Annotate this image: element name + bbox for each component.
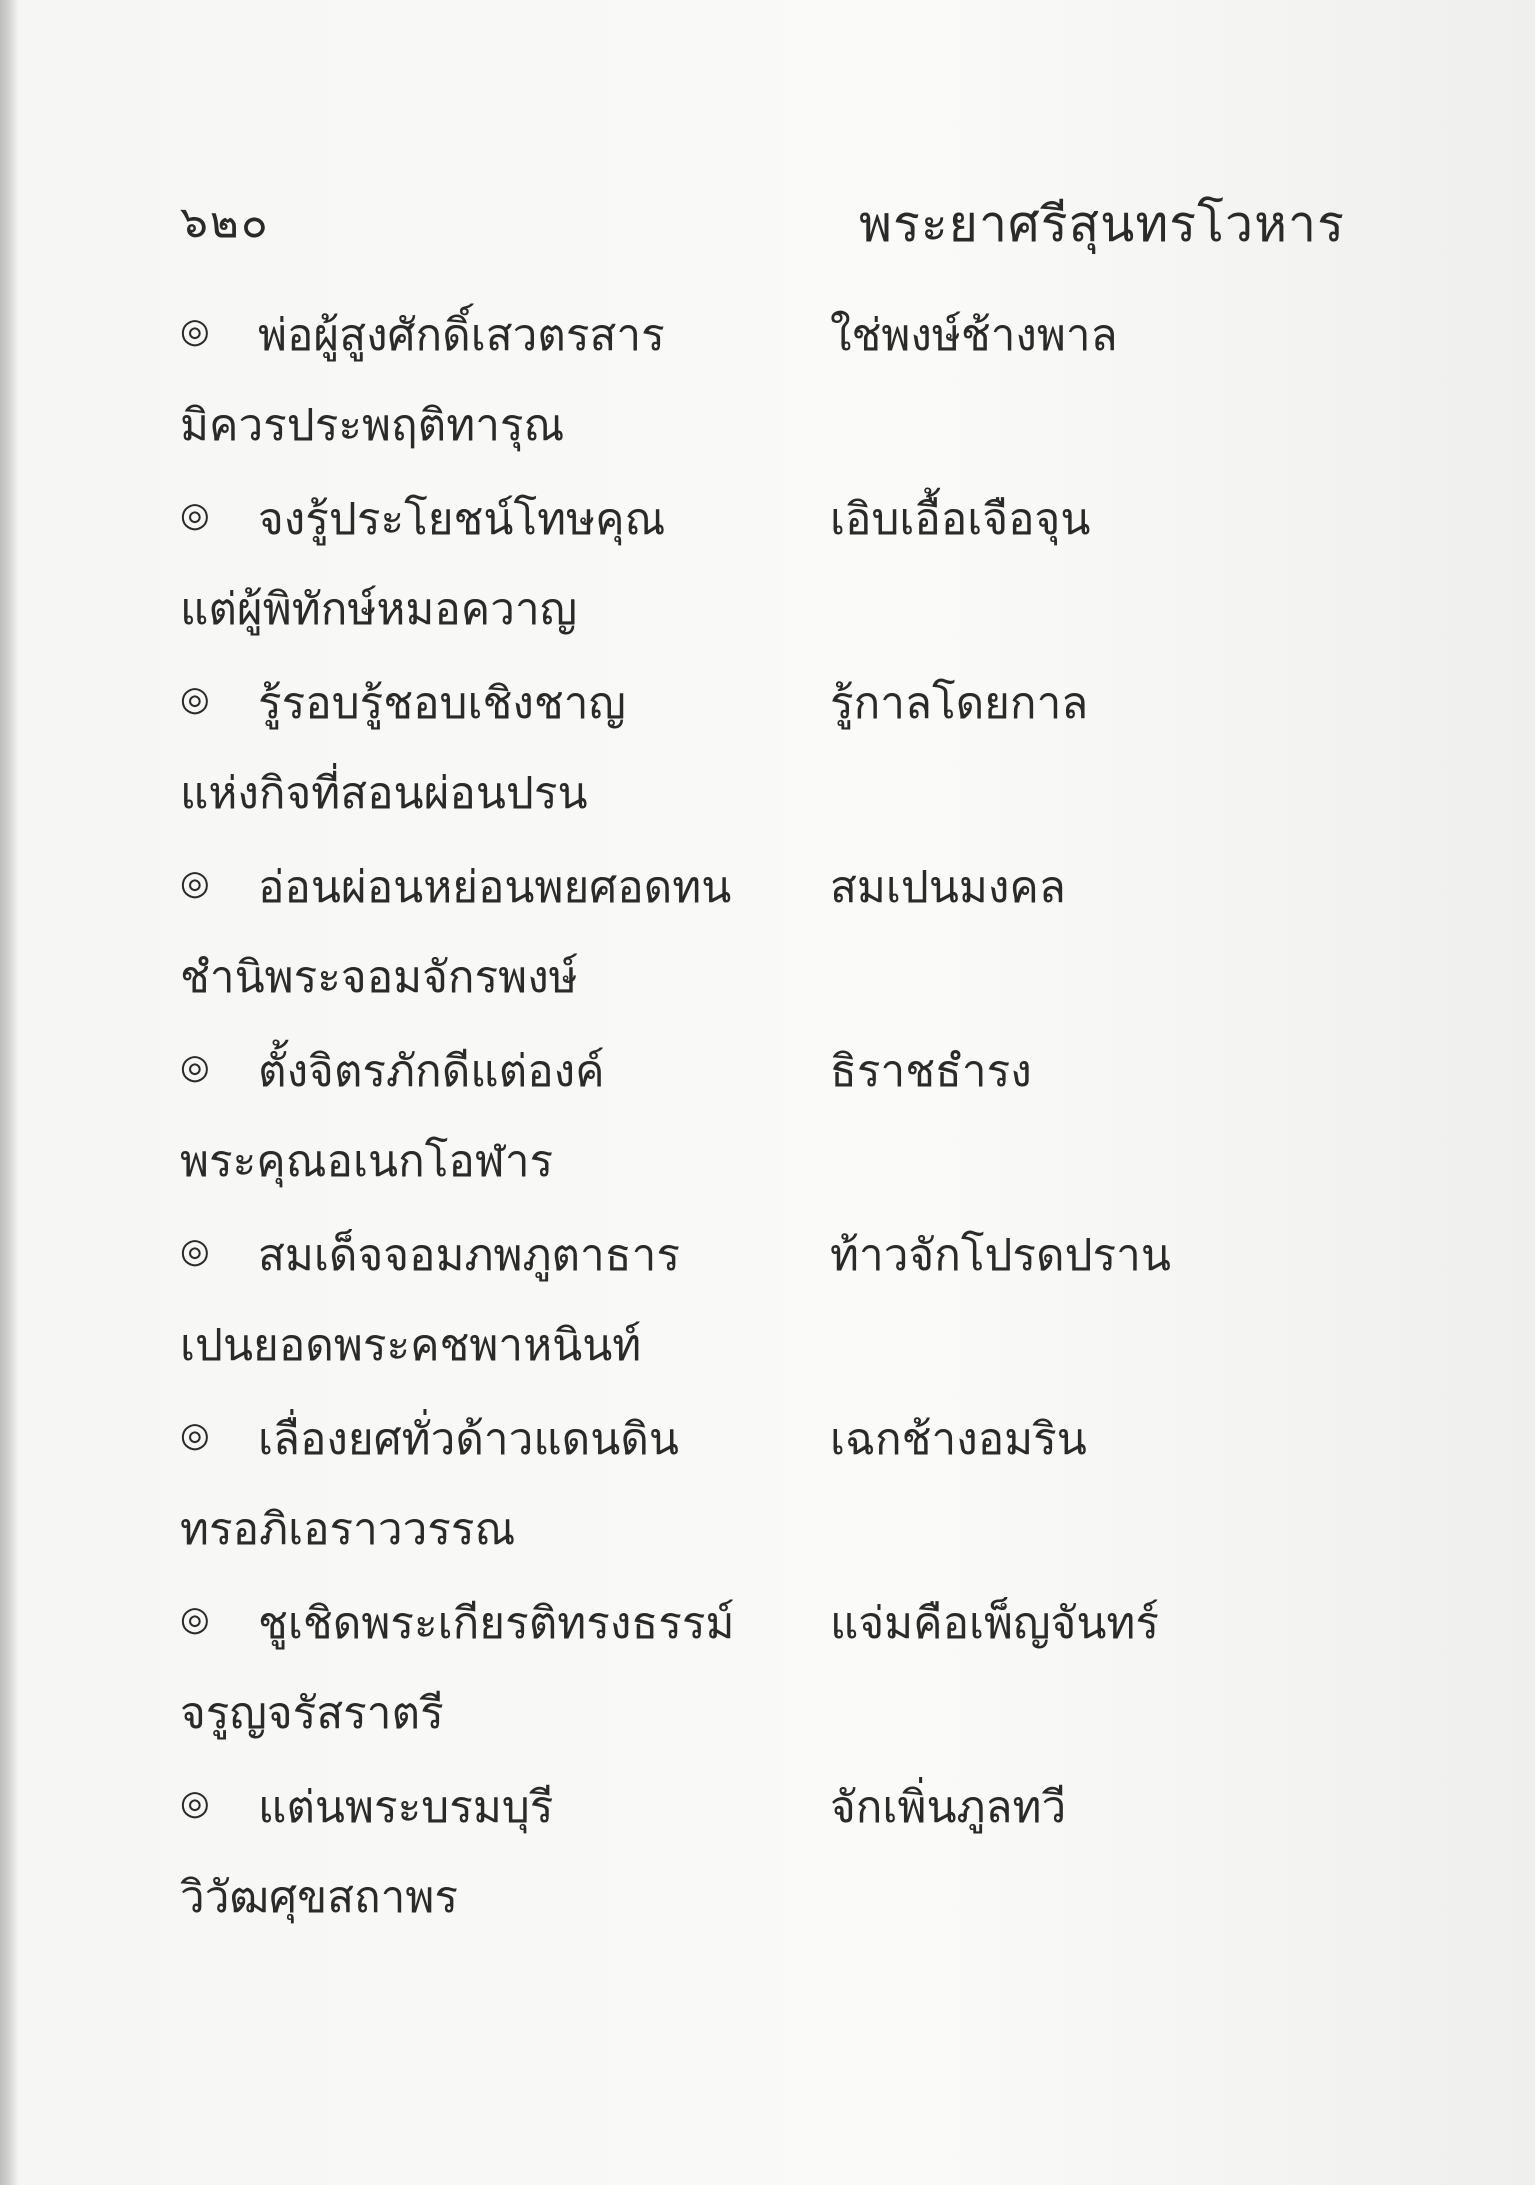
verse-line-1 (180, 1588, 1380, 1658)
verse-line-2: แห่งกิจที่สอนผ่อนปรน (180, 768, 588, 819)
stanza (180, 668, 1380, 852)
hemistich-b: จักเพิ่นภูลทวี (830, 1782, 1067, 1833)
hemistich-a: อ่อนผ่อนหย่อนพยศอดทน (258, 862, 732, 913)
bullet-icon: ◎ (180, 679, 210, 719)
hemistich-b: ธิราชธำรง (830, 1046, 1032, 1097)
stanza (180, 852, 1380, 1036)
hemistich-b: เอิบเอื้อเจือจุน (830, 494, 1091, 545)
hemistich-a: รู้รอบรู้ชอบเชิงชาญ (258, 678, 626, 729)
hemistich-a: จงรู้ประโยชน์โทษคุณ (258, 494, 666, 545)
verse-line-1 (180, 1404, 1380, 1474)
hemistich-a: แต่นพระบรมบุรี (258, 1782, 554, 1833)
verse-line-1 (180, 300, 1380, 370)
stanza (180, 1404, 1380, 1588)
verse-line-2: พระคุณอเนกโอฬาร (180, 1136, 554, 1187)
verse-line-2: เปนยอดพระคชพาหนินท์ (180, 1320, 642, 1371)
verse-line-1 (180, 1220, 1380, 1290)
verse-line-1 (180, 668, 1380, 738)
verse-line-1 (180, 1036, 1380, 1106)
bullet-icon: ◎ (180, 1415, 210, 1455)
page-header (180, 175, 1345, 253)
verse-line-1 (180, 852, 1380, 922)
bullet-icon: ◎ (180, 1231, 210, 1271)
stanza (180, 300, 1380, 484)
verse-line-2: วิวัฒศุขสถาพร (180, 1872, 459, 1923)
bullet-icon: ◎ (180, 1047, 210, 1087)
bullet-icon: ◎ (180, 311, 210, 351)
hemistich-b: แจ่มคือเพ็ญจันทร์ (830, 1598, 1160, 1649)
bullet-icon: ◎ (180, 863, 210, 903)
hemistich-a: เลื่องยศทั่วด้าวแดนดิน (258, 1414, 679, 1465)
hemistich-a: ตั้งจิตรภักดีแต่องค์ (258, 1046, 605, 1097)
stanza (180, 1220, 1380, 1404)
verse-line-2: แต่ผู้พิทักษ์หมอควาญ (180, 584, 578, 635)
verse-line-2: จรูญจรัสราตรี (180, 1688, 444, 1739)
hemistich-b: ท้าวจักโปรดปราน (830, 1230, 1171, 1281)
verse-line-1 (180, 484, 1380, 554)
bullet-icon: ◎ (180, 1783, 210, 1823)
verse-line-2: ชำนิพระจอมจักรพงษ์ (180, 952, 578, 1003)
stanza (180, 1036, 1380, 1220)
verse-line-2: มิควรประพฤติทารุณ (180, 400, 565, 451)
hemistich-b: ใช่พงษ์ช้างพาล (830, 310, 1118, 361)
hemistich-a: พ่อผู้สูงศักดิ์เสวตรสาร (258, 310, 665, 361)
stanza (180, 1772, 1380, 1956)
hemistich-a: สมเด็จจอมภพภูตาธาร (258, 1230, 680, 1281)
running-head: พระยาศรีสุนทรโวหาร (859, 195, 1345, 253)
page-number: ๖๒๐ (180, 197, 270, 248)
binding-shadow (0, 0, 18, 2185)
verse-line-2: ทรอภิเอราววรรณ (180, 1504, 516, 1555)
hemistich-a: ชูเชิดพระเกียรติทรงธรรม์ (258, 1598, 735, 1649)
stanza (180, 1588, 1380, 1772)
bullet-icon: ◎ (180, 1599, 210, 1639)
hemistich-b: สมเปนมงคล (830, 862, 1066, 913)
bullet-icon: ◎ (180, 495, 210, 535)
hemistich-b: รู้กาลโดยกาล (830, 678, 1089, 729)
hemistich-b: เฉกช้างอมริน (830, 1414, 1087, 1465)
verse-line-1 (180, 1772, 1380, 1842)
stanza (180, 484, 1380, 668)
